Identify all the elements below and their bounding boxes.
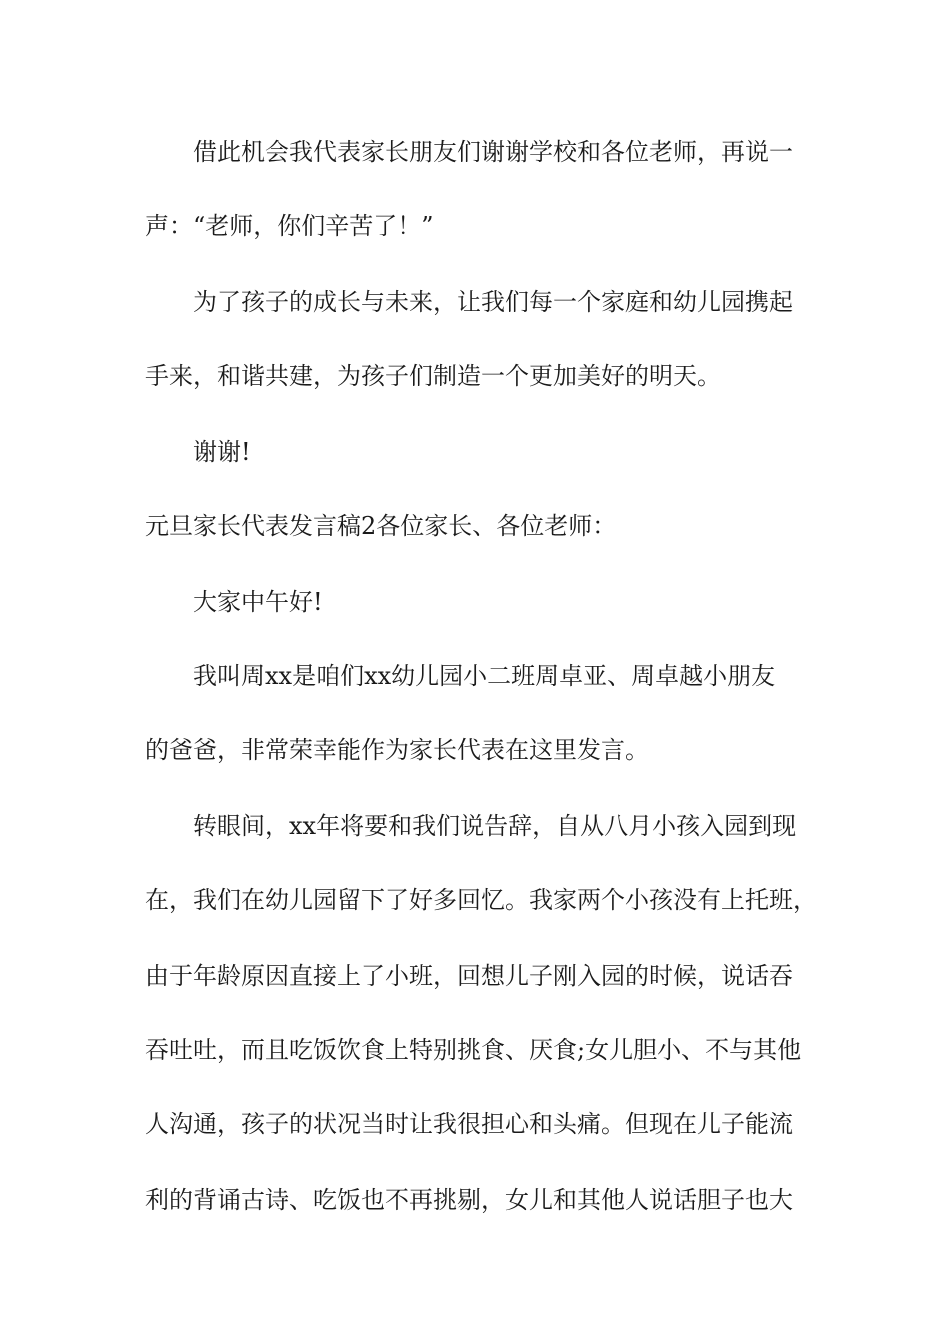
paragraph-line: 谢谢! [193,438,251,466]
paragraph-line: 借此机会我代表家长朋友们谢谢学校和各位老师，再说一 [193,138,793,166]
paragraph-line: 为了孩子的成长与未来，让我们每一个家庭和幼儿园携起 [193,288,793,316]
paragraph-line: 手来，和谐共建，为孩子们制造一个更加美好的明天。 [145,362,721,390]
paragraph-line: 吞吐吐，而且吃饭饮食上特别挑食、厌食;女儿胆小、不与其他 [145,1036,802,1064]
paragraph-line: 利的背诵古诗、吃饭也不再挑剔，女儿和其他人说话胆子也大 [145,1186,793,1214]
paragraph-line: 的爸爸，非常荣幸能作为家长代表在这里发言。 [145,736,649,764]
paragraph-line: 由于年龄原因直接上了小班，回想儿子刚入园的时候，说话吞 [145,962,793,990]
paragraph-line: 在，我们在幼儿园留下了好多回忆。我家两个小孩没有上托班， [145,886,817,914]
paragraph-line: 大家中午好! [193,588,323,616]
section-heading: 元旦家长代表发言稿2各位家长、各位老师： [145,512,617,540]
paragraph-line: 声：“老师，你们辛苦了！” [145,212,434,240]
paragraph-line: 转眼间，xx年将要和我们说告辞，自从八月小孩入园到现 [193,812,797,840]
paragraph-line: 我叫周xx是咱们xx幼儿园小二班周卓亚、周卓越小朋友 [193,662,776,690]
paragraph-line: 人沟通，孩子的状况当时让我很担心和头痛。但现在儿子能流 [145,1110,793,1138]
